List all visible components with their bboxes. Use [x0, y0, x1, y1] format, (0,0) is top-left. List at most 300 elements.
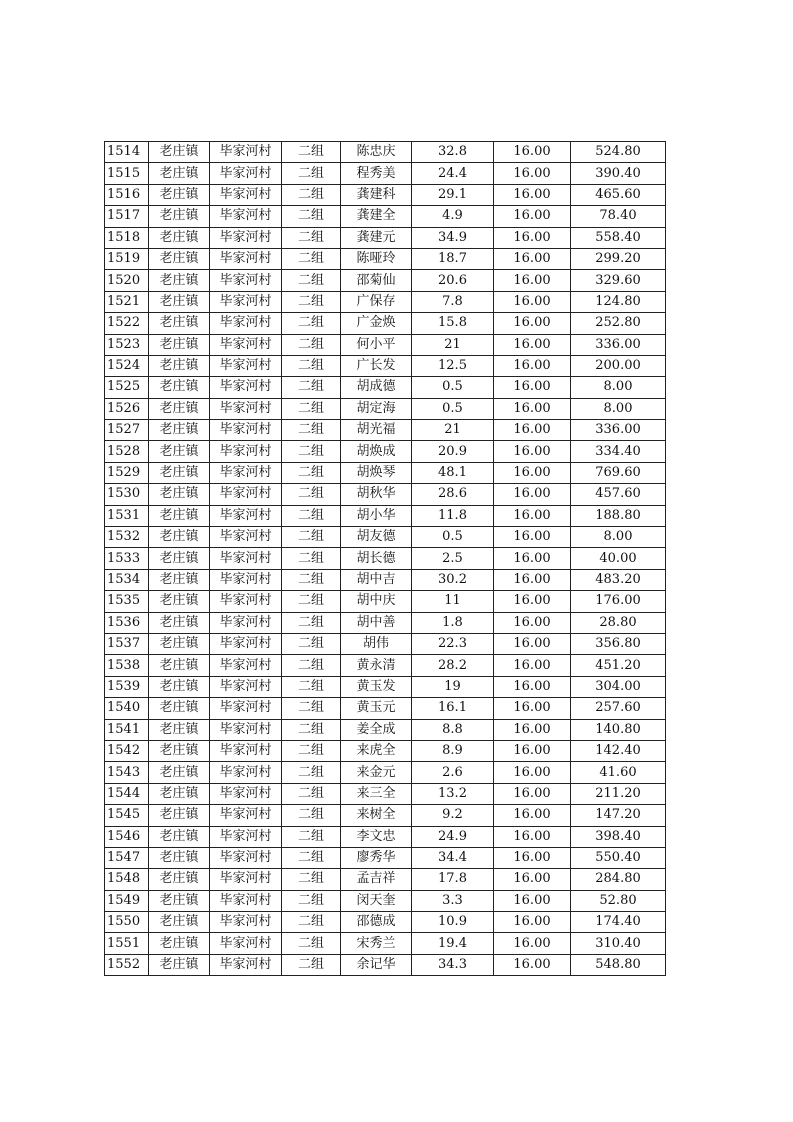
area-cell: 2.6 — [412, 762, 494, 783]
id-cell: 1526 — [105, 398, 149, 419]
table-row — [105, 698, 666, 719]
amount-cell: 465.60 — [571, 184, 666, 205]
village-cell: 毕家河村 — [210, 912, 282, 933]
area-cell: 21 — [412, 420, 494, 441]
village-cell: 毕家河村 — [210, 484, 282, 505]
rate-cell: 16.00 — [494, 676, 571, 697]
amount-cell: 524.80 — [571, 142, 666, 163]
id-cell: 1548 — [105, 869, 149, 890]
rate-cell: 16.00 — [494, 719, 571, 740]
town-cell: 老庄镇 — [149, 740, 210, 761]
group-cell: 二组 — [282, 826, 341, 847]
village-cell: 毕家河村 — [210, 826, 282, 847]
area-cell: 29.1 — [412, 184, 494, 205]
rate-cell: 16.00 — [494, 441, 571, 462]
id-cell: 1528 — [105, 441, 149, 462]
table-row — [105, 184, 666, 205]
area-cell: 20.6 — [412, 270, 494, 291]
village-cell: 毕家河村 — [210, 206, 282, 227]
id-cell: 1527 — [105, 420, 149, 441]
town-cell: 老庄镇 — [149, 762, 210, 783]
town-cell: 老庄镇 — [149, 334, 210, 355]
rate-cell: 16.00 — [494, 270, 571, 291]
table-row — [105, 420, 666, 441]
group-cell: 二组 — [282, 954, 341, 975]
data-table — [104, 141, 666, 976]
village-cell: 毕家河村 — [210, 184, 282, 205]
amount-cell: 284.80 — [571, 869, 666, 890]
area-cell: 20.9 — [412, 441, 494, 462]
table-row — [105, 484, 666, 505]
table-row — [105, 890, 666, 911]
amount-cell: 176.00 — [571, 591, 666, 612]
town-cell: 老庄镇 — [149, 441, 210, 462]
amount-cell: 483.20 — [571, 569, 666, 590]
amount-cell: 390.40 — [571, 163, 666, 184]
id-cell: 1531 — [105, 505, 149, 526]
id-cell: 1522 — [105, 313, 149, 334]
name-cell: 广金焕 — [341, 313, 412, 334]
id-cell: 1542 — [105, 740, 149, 761]
amount-cell: 336.00 — [571, 334, 666, 355]
name-cell: 程秀美 — [341, 163, 412, 184]
id-cell: 1549 — [105, 890, 149, 911]
table-row — [105, 762, 666, 783]
name-cell: 龚建元 — [341, 227, 412, 248]
village-cell: 毕家河村 — [210, 890, 282, 911]
name-cell: 胡伟 — [341, 633, 412, 654]
id-cell: 1544 — [105, 783, 149, 804]
group-cell: 二组 — [282, 676, 341, 697]
id-cell: 1539 — [105, 676, 149, 697]
amount-cell: 769.60 — [571, 462, 666, 483]
id-cell: 1543 — [105, 762, 149, 783]
group-cell: 二组 — [282, 719, 341, 740]
name-cell: 胡焕琴 — [341, 462, 412, 483]
table-row — [105, 591, 666, 612]
village-cell: 毕家河村 — [210, 355, 282, 376]
rate-cell: 16.00 — [494, 313, 571, 334]
table-row — [105, 826, 666, 847]
area-cell: 28.6 — [412, 484, 494, 505]
group-cell: 二组 — [282, 462, 341, 483]
town-cell: 老庄镇 — [149, 847, 210, 868]
town-cell: 老庄镇 — [149, 420, 210, 441]
group-cell: 二组 — [282, 505, 341, 526]
group-cell: 二组 — [282, 334, 341, 355]
area-cell: 34.4 — [412, 847, 494, 868]
table-row — [105, 869, 666, 890]
town-cell: 老庄镇 — [149, 313, 210, 334]
amount-cell: 457.60 — [571, 484, 666, 505]
area-cell: 17.8 — [412, 869, 494, 890]
rate-cell: 16.00 — [494, 527, 571, 548]
area-cell: 19.4 — [412, 933, 494, 954]
table-row — [105, 719, 666, 740]
id-cell: 1533 — [105, 548, 149, 569]
name-cell: 胡友德 — [341, 527, 412, 548]
rate-cell: 16.00 — [494, 612, 571, 633]
rate-cell: 16.00 — [494, 142, 571, 163]
id-cell: 1540 — [105, 698, 149, 719]
rate-cell: 16.00 — [494, 655, 571, 676]
table-row — [105, 847, 666, 868]
area-cell: 32.8 — [412, 142, 494, 163]
table-body — [105, 142, 666, 976]
name-cell: 何小平 — [341, 334, 412, 355]
town-cell: 老庄镇 — [149, 783, 210, 804]
village-cell: 毕家河村 — [210, 142, 282, 163]
table-row — [105, 248, 666, 269]
name-cell: 来虎全 — [341, 740, 412, 761]
id-cell: 1518 — [105, 227, 149, 248]
town-cell: 老庄镇 — [149, 698, 210, 719]
amount-cell: 140.80 — [571, 719, 666, 740]
village-cell: 毕家河村 — [210, 420, 282, 441]
town-cell: 老庄镇 — [149, 291, 210, 312]
area-cell: 3.3 — [412, 890, 494, 911]
id-cell: 1550 — [105, 912, 149, 933]
village-cell: 毕家河村 — [210, 527, 282, 548]
amount-cell: 8.00 — [571, 377, 666, 398]
amount-cell: 78.40 — [571, 206, 666, 227]
area-cell: 16.1 — [412, 698, 494, 719]
town-cell: 老庄镇 — [149, 890, 210, 911]
name-cell: 来三全 — [341, 783, 412, 804]
amount-cell: 28.80 — [571, 612, 666, 633]
group-cell: 二组 — [282, 698, 341, 719]
area-cell: 10.9 — [412, 912, 494, 933]
rate-cell: 16.00 — [494, 398, 571, 419]
table-row — [105, 569, 666, 590]
name-cell: 廖秀华 — [341, 847, 412, 868]
id-cell: 1514 — [105, 142, 149, 163]
amount-cell: 451.20 — [571, 655, 666, 676]
village-cell: 毕家河村 — [210, 334, 282, 355]
id-cell: 1520 — [105, 270, 149, 291]
area-cell: 0.5 — [412, 377, 494, 398]
town-cell: 老庄镇 — [149, 548, 210, 569]
village-cell: 毕家河村 — [210, 591, 282, 612]
town-cell: 老庄镇 — [149, 912, 210, 933]
table-row — [105, 783, 666, 804]
village-cell: 毕家河村 — [210, 441, 282, 462]
area-cell: 48.1 — [412, 462, 494, 483]
area-cell: 7.8 — [412, 291, 494, 312]
group-cell: 二组 — [282, 270, 341, 291]
area-cell: 18.7 — [412, 248, 494, 269]
table-row — [105, 227, 666, 248]
amount-cell: 548.80 — [571, 954, 666, 975]
village-cell: 毕家河村 — [210, 291, 282, 312]
town-cell: 老庄镇 — [149, 462, 210, 483]
id-cell: 1515 — [105, 163, 149, 184]
amount-cell: 329.60 — [571, 270, 666, 291]
amount-cell: 147.20 — [571, 805, 666, 826]
group-cell: 二组 — [282, 441, 341, 462]
area-cell: 24.9 — [412, 826, 494, 847]
name-cell: 胡成德 — [341, 377, 412, 398]
id-cell: 1545 — [105, 805, 149, 826]
name-cell: 广保存 — [341, 291, 412, 312]
area-cell: 22.3 — [412, 633, 494, 654]
table-row — [105, 527, 666, 548]
table-row — [105, 206, 666, 227]
village-cell: 毕家河村 — [210, 377, 282, 398]
name-cell: 宋秀兰 — [341, 933, 412, 954]
rate-cell: 16.00 — [494, 420, 571, 441]
village-cell: 毕家河村 — [210, 805, 282, 826]
group-cell: 二组 — [282, 569, 341, 590]
area-cell: 2.5 — [412, 548, 494, 569]
name-cell: 龚建全 — [341, 206, 412, 227]
rate-cell: 16.00 — [494, 890, 571, 911]
amount-cell: 40.00 — [571, 548, 666, 569]
town-cell: 老庄镇 — [149, 591, 210, 612]
rate-cell: 16.00 — [494, 377, 571, 398]
group-cell: 二组 — [282, 548, 341, 569]
amount-cell: 124.80 — [571, 291, 666, 312]
town-cell: 老庄镇 — [149, 505, 210, 526]
village-cell: 毕家河村 — [210, 633, 282, 654]
rate-cell: 16.00 — [494, 548, 571, 569]
village-cell: 毕家河村 — [210, 869, 282, 890]
village-cell: 毕家河村 — [210, 462, 282, 483]
group-cell: 二组 — [282, 248, 341, 269]
group-cell: 二组 — [282, 740, 341, 761]
area-cell: 21 — [412, 334, 494, 355]
id-cell: 1538 — [105, 655, 149, 676]
id-cell: 1547 — [105, 847, 149, 868]
table-row — [105, 633, 666, 654]
table-row — [105, 655, 666, 676]
town-cell: 老庄镇 — [149, 633, 210, 654]
town-cell: 老庄镇 — [149, 805, 210, 826]
rate-cell: 16.00 — [494, 355, 571, 376]
amount-cell: 41.60 — [571, 762, 666, 783]
group-cell: 二组 — [282, 227, 341, 248]
group-cell: 二组 — [282, 869, 341, 890]
group-cell: 二组 — [282, 783, 341, 804]
area-cell: 8.9 — [412, 740, 494, 761]
amount-cell: 257.60 — [571, 698, 666, 719]
name-cell: 胡定海 — [341, 398, 412, 419]
rate-cell: 16.00 — [494, 698, 571, 719]
area-cell: 12.5 — [412, 355, 494, 376]
village-cell: 毕家河村 — [210, 270, 282, 291]
name-cell: 胡中善 — [341, 612, 412, 633]
area-cell: 24.4 — [412, 163, 494, 184]
id-cell: 1517 — [105, 206, 149, 227]
amount-cell: 188.80 — [571, 505, 666, 526]
id-cell: 1523 — [105, 334, 149, 355]
table-row — [105, 270, 666, 291]
table-row — [105, 612, 666, 633]
area-cell: 28.2 — [412, 655, 494, 676]
group-cell: 二组 — [282, 184, 341, 205]
village-cell: 毕家河村 — [210, 548, 282, 569]
id-cell: 1537 — [105, 633, 149, 654]
name-cell: 胡中庆 — [341, 591, 412, 612]
table-row — [105, 334, 666, 355]
rate-cell: 16.00 — [494, 163, 571, 184]
rate-cell: 16.00 — [494, 847, 571, 868]
group-cell: 二组 — [282, 805, 341, 826]
area-cell: 34.3 — [412, 954, 494, 975]
area-cell: 9.2 — [412, 805, 494, 826]
rate-cell: 16.00 — [494, 762, 571, 783]
id-cell: 1519 — [105, 248, 149, 269]
village-cell: 毕家河村 — [210, 954, 282, 975]
table-row — [105, 912, 666, 933]
amount-cell: 558.40 — [571, 227, 666, 248]
town-cell: 老庄镇 — [149, 248, 210, 269]
rate-cell: 16.00 — [494, 505, 571, 526]
village-cell: 毕家河村 — [210, 719, 282, 740]
rate-cell: 16.00 — [494, 740, 571, 761]
group-cell: 二组 — [282, 163, 341, 184]
rate-cell: 16.00 — [494, 569, 571, 590]
town-cell: 老庄镇 — [149, 270, 210, 291]
group-cell: 二组 — [282, 313, 341, 334]
name-cell: 邵菊仙 — [341, 270, 412, 291]
area-cell: 13.2 — [412, 783, 494, 804]
id-cell: 1529 — [105, 462, 149, 483]
group-cell: 二组 — [282, 398, 341, 419]
group-cell: 二组 — [282, 484, 341, 505]
group-cell: 二组 — [282, 377, 341, 398]
village-cell: 毕家河村 — [210, 612, 282, 633]
town-cell: 老庄镇 — [149, 869, 210, 890]
amount-cell: 398.40 — [571, 826, 666, 847]
town-cell: 老庄镇 — [149, 933, 210, 954]
name-cell: 胡焕成 — [341, 441, 412, 462]
town-cell: 老庄镇 — [149, 527, 210, 548]
group-cell: 二组 — [282, 355, 341, 376]
amount-cell: 174.40 — [571, 912, 666, 933]
town-cell: 老庄镇 — [149, 719, 210, 740]
amount-cell: 336.00 — [571, 420, 666, 441]
name-cell: 陈哑玲 — [341, 248, 412, 269]
village-cell: 毕家河村 — [210, 227, 282, 248]
table-row — [105, 355, 666, 376]
amount-cell: 211.20 — [571, 783, 666, 804]
town-cell: 老庄镇 — [149, 826, 210, 847]
amount-cell: 299.20 — [571, 248, 666, 269]
village-cell: 毕家河村 — [210, 569, 282, 590]
id-cell: 1524 — [105, 355, 149, 376]
group-cell: 二组 — [282, 420, 341, 441]
town-cell: 老庄镇 — [149, 484, 210, 505]
area-cell: 0.5 — [412, 398, 494, 419]
group-cell: 二组 — [282, 890, 341, 911]
id-cell: 1532 — [105, 527, 149, 548]
name-cell: 姜全成 — [341, 719, 412, 740]
table-row — [105, 933, 666, 954]
table-row — [105, 291, 666, 312]
name-cell: 黄玉发 — [341, 676, 412, 697]
name-cell: 来金元 — [341, 762, 412, 783]
amount-cell: 8.00 — [571, 527, 666, 548]
village-cell: 毕家河村 — [210, 783, 282, 804]
area-cell: 11 — [412, 591, 494, 612]
rate-cell: 16.00 — [494, 206, 571, 227]
group-cell: 二组 — [282, 633, 341, 654]
table-row — [105, 441, 666, 462]
table-row — [105, 954, 666, 975]
village-cell: 毕家河村 — [210, 655, 282, 676]
group-cell: 二组 — [282, 206, 341, 227]
id-cell: 1541 — [105, 719, 149, 740]
village-cell: 毕家河村 — [210, 762, 282, 783]
name-cell: 邵德成 — [341, 912, 412, 933]
area-cell: 1.8 — [412, 612, 494, 633]
amount-cell: 200.00 — [571, 355, 666, 376]
id-cell: 1536 — [105, 612, 149, 633]
name-cell: 陈忠庆 — [341, 142, 412, 163]
town-cell: 老庄镇 — [149, 227, 210, 248]
table-row — [105, 676, 666, 697]
table-row — [105, 163, 666, 184]
rate-cell: 16.00 — [494, 826, 571, 847]
id-cell: 1525 — [105, 377, 149, 398]
rate-cell: 16.00 — [494, 805, 571, 826]
amount-cell: 304.00 — [571, 676, 666, 697]
village-cell: 毕家河村 — [210, 398, 282, 419]
area-cell: 34.9 — [412, 227, 494, 248]
town-cell: 老庄镇 — [149, 612, 210, 633]
town-cell: 老庄镇 — [149, 569, 210, 590]
town-cell: 老庄镇 — [149, 184, 210, 205]
rate-cell: 16.00 — [494, 933, 571, 954]
id-cell: 1535 — [105, 591, 149, 612]
group-cell: 二组 — [282, 933, 341, 954]
town-cell: 老庄镇 — [149, 954, 210, 975]
group-cell: 二组 — [282, 912, 341, 933]
name-cell: 胡光福 — [341, 420, 412, 441]
village-cell: 毕家河村 — [210, 163, 282, 184]
rate-cell: 16.00 — [494, 248, 571, 269]
group-cell: 二组 — [282, 291, 341, 312]
id-cell: 1521 — [105, 291, 149, 312]
name-cell: 黄永清 — [341, 655, 412, 676]
table-row — [105, 398, 666, 419]
amount-cell: 252.80 — [571, 313, 666, 334]
rate-cell: 16.00 — [494, 591, 571, 612]
amount-cell: 310.40 — [571, 933, 666, 954]
area-cell: 11.8 — [412, 505, 494, 526]
amount-cell: 142.40 — [571, 740, 666, 761]
id-cell: 1534 — [105, 569, 149, 590]
village-cell: 毕家河村 — [210, 698, 282, 719]
table-row — [105, 313, 666, 334]
town-cell: 老庄镇 — [149, 655, 210, 676]
amount-cell: 8.00 — [571, 398, 666, 419]
amount-cell: 550.40 — [571, 847, 666, 868]
village-cell: 毕家河村 — [210, 740, 282, 761]
name-cell: 余记华 — [341, 954, 412, 975]
village-cell: 毕家河村 — [210, 505, 282, 526]
table-row — [105, 505, 666, 526]
area-cell: 0.5 — [412, 527, 494, 548]
group-cell: 二组 — [282, 655, 341, 676]
name-cell: 闵天奎 — [341, 890, 412, 911]
town-cell: 老庄镇 — [149, 377, 210, 398]
area-cell: 8.8 — [412, 719, 494, 740]
amount-cell: 52.80 — [571, 890, 666, 911]
name-cell: 龚建科 — [341, 184, 412, 205]
name-cell: 来树全 — [341, 805, 412, 826]
